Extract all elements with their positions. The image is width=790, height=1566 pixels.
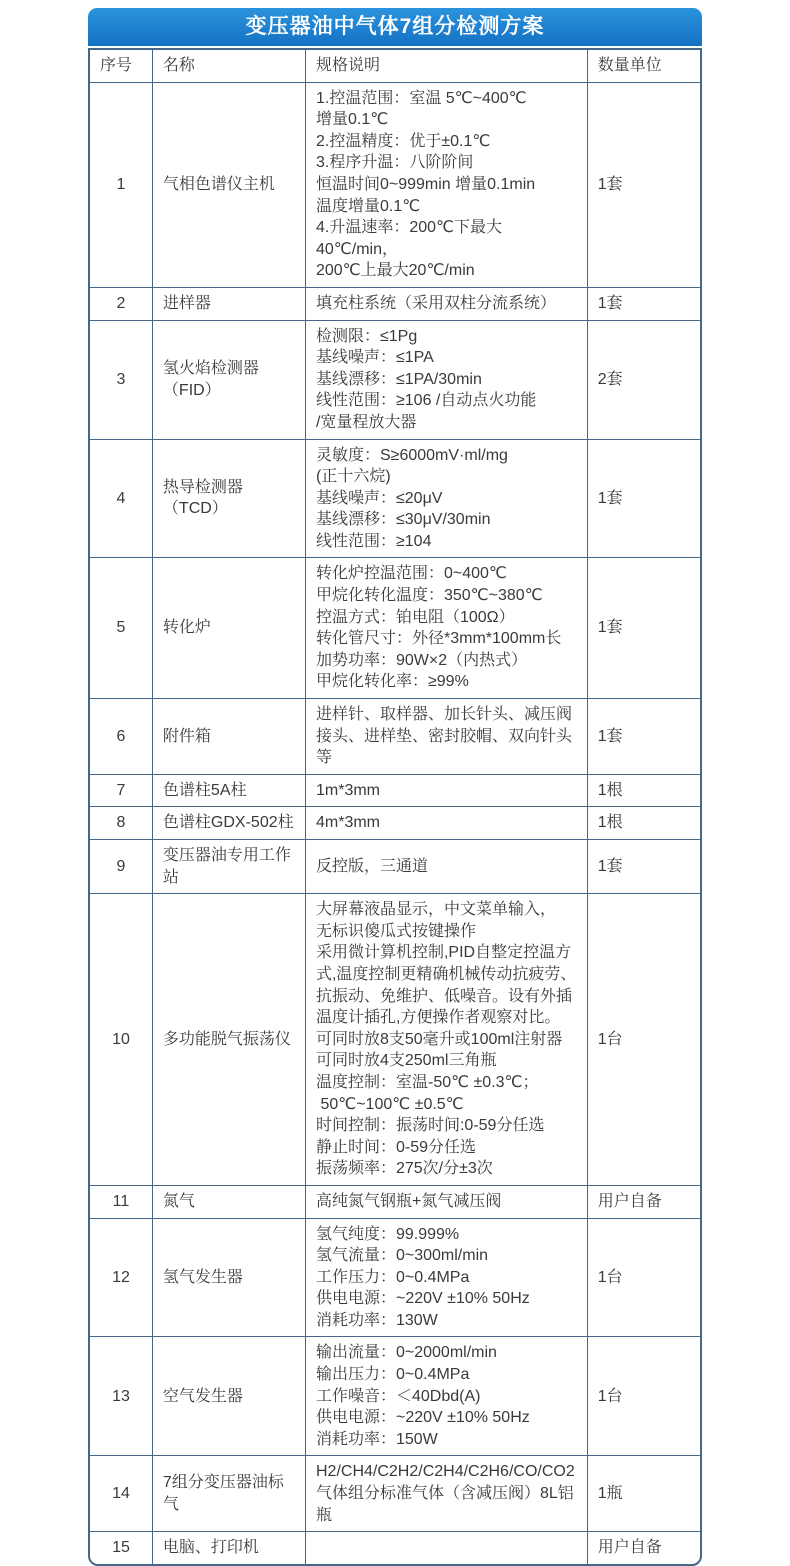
spec-line: 静止时间：0-59分任选 <box>315 1138 477 1156</box>
item-name-cell: 电脑、打印机 <box>152 1532 305 1564</box>
spec-line: 温度增量0.1℃ <box>315 197 421 215</box>
spec-line: 控温方式：铂电阻（100Ω） <box>315 608 515 626</box>
row-index-cell: 9 <box>90 840 152 894</box>
spec-line: H2/CH4/C2H2/C2H4/C2H6/CO/CO2 <box>315 1463 575 1481</box>
spec-line: 检测限：≤1Pg <box>315 327 418 345</box>
spec-line: 温度计插孔,方便操作者观察对比。 <box>315 1009 561 1027</box>
table-row <box>90 439 700 558</box>
spec-line: 填充柱系统（采用双柱分流系统） <box>315 294 556 312</box>
row-index-cell: 3 <box>90 320 152 439</box>
row-index-cell: 8 <box>90 807 152 840</box>
row-index-cell: 11 <box>90 1185 152 1218</box>
spec-cell <box>305 320 587 439</box>
spec-table-body <box>90 82 700 1564</box>
column-header-index: 序号 <box>90 50 152 82</box>
spec-line: 氢气纯度：99.999% <box>315 1225 460 1243</box>
spec-line: 恒温时间0~999min 增量0.1min <box>315 175 536 193</box>
table-row <box>90 774 700 807</box>
item-name-cell: 色谱柱5A柱 <box>152 774 305 807</box>
spec-line: 50℃~100℃ ±0.5℃ <box>315 1095 464 1113</box>
spec-cell <box>305 287 587 320</box>
spec-line: /宽量程放大器 <box>315 413 417 431</box>
spec-line: 可同时放8支50毫升或100ml注射器 <box>315 1030 563 1048</box>
quantity-cell: 用户自备 <box>597 1539 662 1557</box>
spec-line: 2.控温精度：优于±0.1℃ <box>315 132 491 150</box>
page-title: 变压器油中气体7组分检测方案 <box>88 8 702 46</box>
spec-line: 气体组分标准气体（含减压阀）8L铝瓶 <box>315 1485 574 1524</box>
spec-line: 输出压力：0~0.4MPa <box>315 1366 470 1384</box>
spec-cell <box>305 439 587 558</box>
row-index-cell: 12 <box>90 1218 152 1337</box>
spec-line: 基线噪声：≤1PA <box>315 349 434 367</box>
spec-line: 大屏幕液晶显示，中文菜单输入， <box>315 901 556 919</box>
spec-line: 增量0.1℃ <box>315 111 389 129</box>
spec-line: 温度控制：室温-50℃ ±0.3℃； <box>315 1073 539 1091</box>
item-name-cell: 转化炉 <box>152 558 305 699</box>
quantity-cell: 用户自备 <box>587 1185 700 1218</box>
item-name-cell: 色谱柱GDX-502柱 <box>152 807 305 840</box>
spec-line: 3.程序升温：八阶阶间 <box>315 154 474 172</box>
spec-cell <box>305 1185 587 1218</box>
spec-cell <box>305 82 587 287</box>
table-row <box>90 1337 700 1456</box>
spec-line: 基线漂移：≤1PA/30min <box>315 370 482 388</box>
spec-line: 供电电源：~220V ±10% 50Hz <box>315 1409 530 1427</box>
quantity-cell: 1套 <box>587 439 700 558</box>
row-index-cell: 2 <box>90 287 152 320</box>
quantity-cell: 1根 <box>587 807 700 840</box>
table-row <box>90 320 700 439</box>
spec-line: 4m*3mm <box>315 814 380 832</box>
row-index-cell: 10 <box>90 894 152 1186</box>
spec-table-head <box>90 50 700 82</box>
spec-line: 1.控温范围：室温 5℃~400℃ <box>315 89 527 107</box>
spec-cell <box>305 774 587 807</box>
quantity-cell: 1根 <box>587 774 700 807</box>
spec-sheet <box>88 8 702 1566</box>
spec-cell <box>305 840 587 894</box>
quantity-cell: 1套 <box>587 82 700 287</box>
quantity-cell: 1套 <box>587 558 700 699</box>
spec-cell <box>305 894 587 1186</box>
spec-cell <box>305 1456 587 1532</box>
spec-cell <box>305 558 587 699</box>
spec-line: 供电电源：~220V ±10% 50Hz <box>315 1290 530 1308</box>
table-row <box>90 1185 700 1218</box>
item-name-cell: 变压器油专用工作站 <box>152 840 305 894</box>
row-index-cell: 5 <box>90 558 152 699</box>
quantity-cell: 1瓶 <box>587 1456 700 1532</box>
spec-line: 线性范围：≥106 /自动点火功能 <box>315 392 537 410</box>
item-name-cell: 空气发生器 <box>152 1337 305 1456</box>
row-index-cell: 6 <box>90 699 152 775</box>
spec-line: 工作噪音：＜40Dbd(A) <box>315 1387 481 1405</box>
spec-line: 输出流量：0~2000ml/min <box>315 1344 497 1362</box>
item-name-cell: 热导检测器（TCD） <box>152 439 305 558</box>
item-name-cell: 氢火焰检测器（FID） <box>152 320 305 439</box>
spec-line: 抗振动、免维护、低噪音。设有外插 <box>315 987 572 1005</box>
table-row <box>90 558 700 699</box>
spec-line: 线性范围：≥104 <box>315 532 432 550</box>
table-row <box>90 699 700 775</box>
row-index-cell: 7 <box>90 774 152 807</box>
spec-line: (正十六烷) <box>315 468 391 486</box>
spec-line: 灵敏度：S≥6000mV·ml/mg <box>315 446 508 464</box>
table-row <box>90 1532 700 1564</box>
table-row <box>90 807 700 840</box>
item-name-cell: 氢气发生器 <box>152 1218 305 1337</box>
table-row <box>90 1456 700 1532</box>
spec-line: 时间控制：振荡时间:0-59分任选 <box>315 1117 545 1135</box>
quantity-cell: 1套 <box>587 840 700 894</box>
spec-line: 转化炉控温范围：0~400℃ <box>315 565 507 583</box>
item-name-cell: 气相色谱仪主机 <box>152 82 305 287</box>
quantity-cell: 1套 <box>587 699 700 775</box>
spec-line: 氢气流量：0~300ml/min <box>315 1247 489 1265</box>
spec-line: 200℃上最大20℃/min <box>315 262 475 280</box>
row-index-cell: 1 <box>90 82 152 287</box>
spec-line: 可同时放4支250ml三角瓶 <box>315 1052 497 1070</box>
spec-line: 转化管尺寸：外径*3mm*100mm长 <box>315 630 562 648</box>
quantity-cell: 1台 <box>587 1337 700 1456</box>
spec-cell <box>305 1337 587 1456</box>
spec-line: 进样针、取样器、加长针头、减压阀接头、进样垫、密封胶帽、双向针头等 <box>315 706 572 767</box>
spec-line: 消耗功率：150W <box>315 1430 438 1448</box>
spec-line: 甲烷化转化率：≥99% <box>315 673 469 691</box>
spec-cell <box>305 699 587 775</box>
quantity-cell: 1台 <box>587 894 700 1186</box>
item-name-cell: 7组分变压器油标气 <box>152 1456 305 1532</box>
column-header-name: 名称 <box>152 50 305 82</box>
spec-line: 工作压力：0~0.4MPa <box>315 1268 470 1286</box>
spec-line: 振荡频率：275次/分±3次 <box>315 1160 493 1178</box>
spec-line: 基线噪声：≤20μV <box>315 489 443 507</box>
spec-cell <box>305 1532 587 1564</box>
spec-table <box>90 50 700 1564</box>
table-row <box>90 894 700 1186</box>
item-name-cell: 附件箱 <box>152 699 305 775</box>
table-row <box>90 840 700 894</box>
row-index-cell: 15 <box>90 1532 152 1564</box>
item-name-cell: 氮气 <box>152 1185 305 1218</box>
item-name-cell: 多功能脱气振荡仪 <box>152 894 305 1186</box>
spec-cell <box>305 1218 587 1337</box>
spec-line: 消耗功率：130W <box>315 1311 438 1329</box>
spec-line: 无标识傻瓜式按键操作 <box>315 922 476 940</box>
quantity-cell: 2套 <box>587 320 700 439</box>
spec-line: 基线漂移：≤30μV/30min <box>315 511 491 529</box>
spec-table-container <box>88 48 702 1566</box>
spec-line: 采用微计算机控制,PID自整定控温方 <box>315 944 572 962</box>
header-row <box>90 50 700 82</box>
column-header-quantity: 数量单位 <box>587 50 700 82</box>
table-row <box>90 1218 700 1337</box>
spec-line: 甲烷化转化温度：350℃~380℃ <box>315 587 543 605</box>
row-index-cell: 13 <box>90 1337 152 1456</box>
row-index-cell: 14 <box>90 1456 152 1532</box>
table-row <box>90 82 700 287</box>
quantity-cell: 1套 <box>587 287 700 320</box>
spec-line: 1m*3mm <box>315 781 380 799</box>
spec-cell <box>305 807 587 840</box>
column-header-spec: 规格说明 <box>305 50 587 82</box>
quantity-cell: 1台 <box>587 1218 700 1337</box>
spec-line: 反控版，三通道 <box>315 857 428 875</box>
row-index-cell: 4 <box>90 439 152 558</box>
spec-line: 式,温度控制更精确机械传动抗疲劳、 <box>315 965 577 983</box>
spec-line: 高纯氮气钢瓶+氮气减压阀 <box>315 1192 502 1210</box>
table-row <box>90 287 700 320</box>
spec-line: 4.升温速率：200℃下最大40℃/min， <box>315 219 502 258</box>
item-name-cell: 进样器 <box>152 287 305 320</box>
spec-line: 加势功率：90W×2（内热式） <box>315 651 528 669</box>
